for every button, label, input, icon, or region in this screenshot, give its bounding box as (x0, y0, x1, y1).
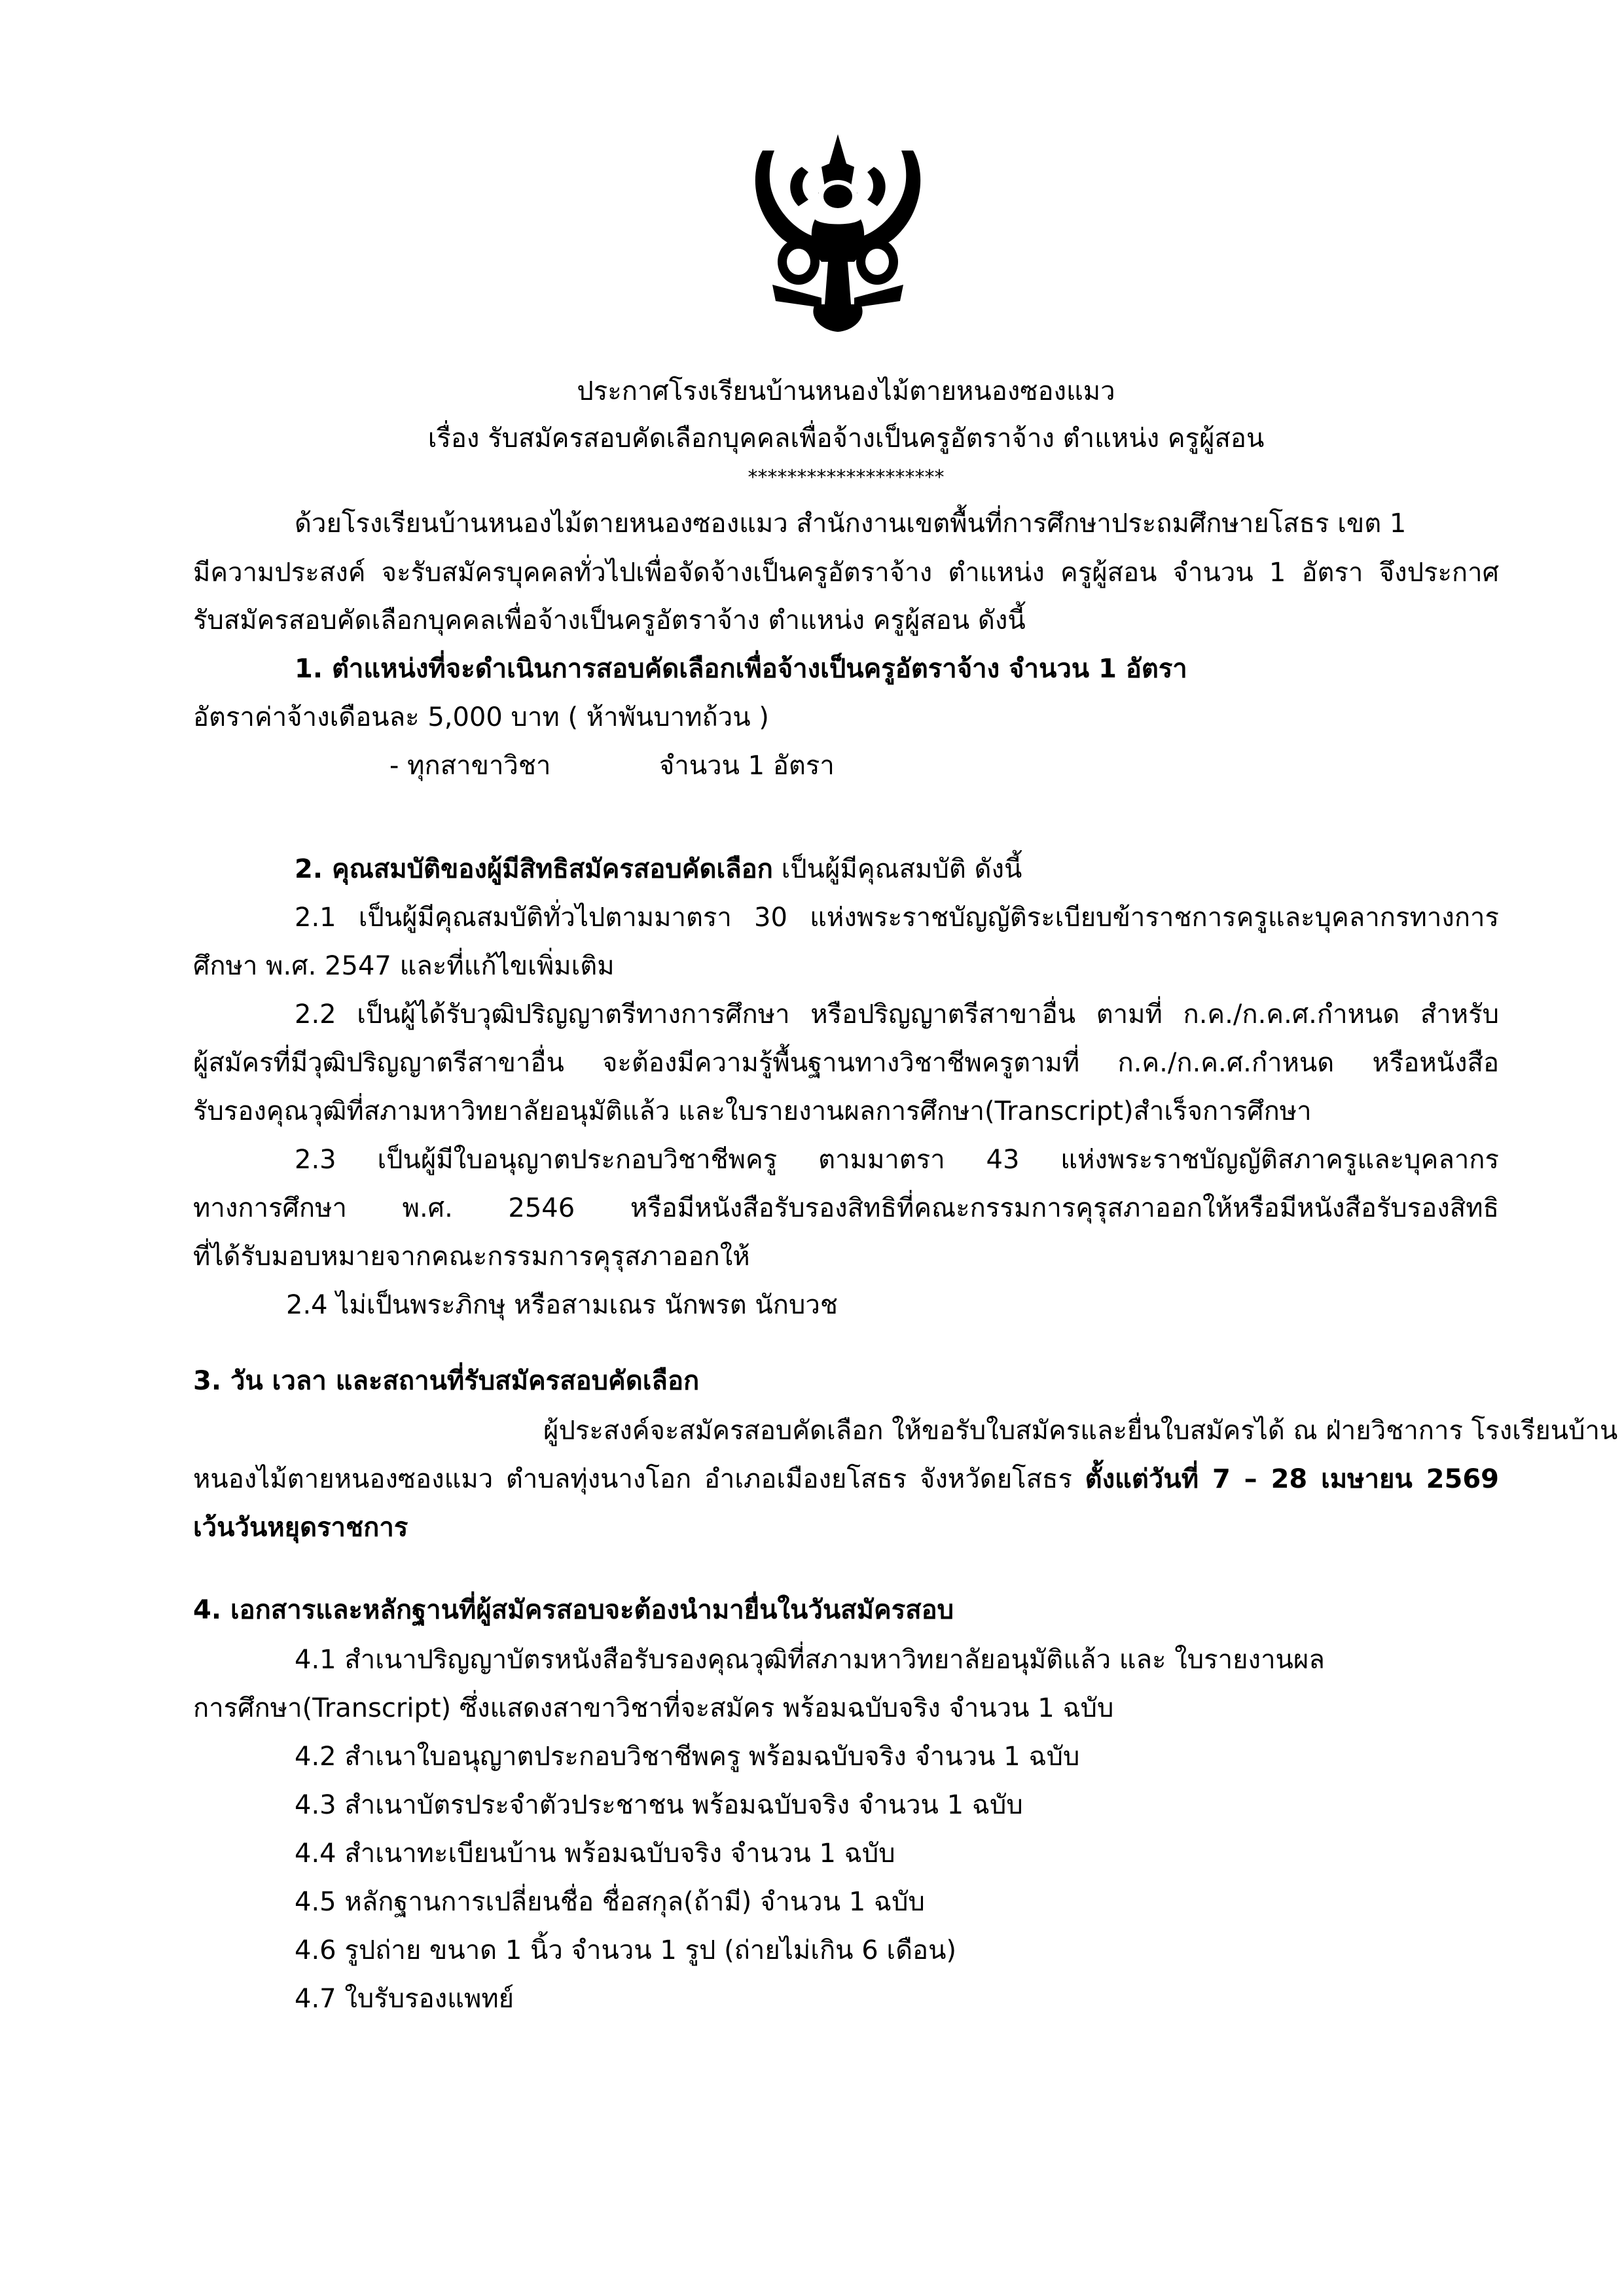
section-1-item (389, 746, 1624, 785)
item-4-6: 4.6 รูปถ่าย ขนาด 1 นิ้ว จำนวน 1 รูป (ถ่ายไม่เกิน 6 เดือน) (295, 1935, 957, 1965)
section-3-location: หนองไม้ตายหนองซองแมว ตำบลทุ่งนางโอก อำเภอเมืองยโสธร จังหวัดยโสธร (193, 1464, 1085, 1494)
item-4-3: 4.3 สำเนาบัตรประจำตัวประชาชน พร้อมฉบับจริง จำนวน 1 ฉบับ (295, 1790, 1023, 1820)
section-4-heading: 4. เอกสารและหลักฐานที่ผู้สมัครสอบจะต้องนำมายื่นในวันสมัครสอบ (193, 1595, 954, 1625)
item-2-2-line-1: 2.2 เป็นผู้ได้รับวุฒิปริญญาตรีทางการศึกษา หรือปริญญาตรีสาขาอื่น ตามที่ ก.ค./ก.ค.ศ.กำหนด สำหรับ (295, 999, 1499, 1030)
section-1-heading: 1. ตำแหน่งที่จะดำเนินการสอบคัดเลือกเพื่อจ้างเป็นครูอัตราจ้าง จำนวน 1 อัตรา (295, 654, 1187, 684)
section-2-heading (295, 850, 1499, 889)
item-4-4: 4.4 สำเนาทะเบียนบ้าน พร้อมฉบับจริง จำนวน 1 ฉบับ (295, 1839, 895, 1869)
item-2-2-line-2: ผู้สมัครที่มีวุฒิปริญญาตรีสาขาอื่น จะต้องมีความรู้พื้นฐานทางวิชาชีพครูตามที่ ก.ค./ก.ค.ศ.กำหนด หรือหนังสือ (193, 1048, 1499, 1078)
section-1-salary: อัตราค่าจ้างเดือนละ 5,000 บาท ( ห้าพันบาทถ้วน ) (193, 702, 769, 732)
item-2-3-line-1: 2.3 เป็นผู้มีใบอนุญาตประกอบวิชาชีพครู ตามมาตรา 43 แห่งพระราชบัญญัติสภาครูและบุคลากร (295, 1145, 1499, 1175)
item-2-2-line-3: รับรองคุณวุฒิที่สภามหาวิทยาลัยอนุมัติแล้ว และใบรายงานผลการศึกษา(Transcript)สำเร็จการศึกษา (193, 1096, 1312, 1126)
intro-line-2: มีความประสงค์ จะรับสมัครบุคคลทั่วไปเพื่อจัดจ้างเป็นครูอัตราจ้าง ตำแหน่ง ครูผู้สอน จำนวน 1 อัตรา จึงประกาศ (193, 558, 1499, 588)
section-2-heading-bold: 2. คุณสมบัติของผู้มีสิทธิสมัครสอบคัดเลือก (295, 854, 773, 884)
intro-line-1: ด้วยโรงเรียนบ้านหนองไม้ตายหนองซองแมว สำนักงานเขตพื้นที่การศึกษาประถมศึกษายโสธร เขต 1 (295, 509, 1407, 539)
item-4-7: 4.7 ใบรับรองแพทย์ (295, 1984, 514, 2014)
item-4-1-line-2: การศึกษา(Transcript) ซึ่งแสดงสาขาวิชาที่จะสมัคร พร้อมฉบับจริง จำนวน 1 ฉบับ (193, 1693, 1114, 1723)
item-2-1-line-1: 2.1 เป็นผู้มีคุณสมบัติทั่วไปตามมาตรา 30 แห่งพระราชบัญญัติระเบียบข้าราชการครูและบุคลากรทางการ (295, 903, 1499, 933)
item-2-3-line-3: ที่ได้รับมอบหมายจากคณะกรรมการคุรุสภาออกให้ (193, 1242, 750, 1272)
item-2-1-line-2: ศึกษา พ.ศ. 2547 และที่แก้ไขเพิ่มเติม (193, 951, 615, 981)
title-separator: ******************** (748, 466, 945, 489)
announcement-subject: เรื่อง รับสมัครสอบคัดเลือกบุคคลเพื่อจ้างเป็นครูอัตราจ้าง ตำแหน่ง ครูผู้สอน (427, 423, 1265, 454)
item-4-1-line-1: 4.1 สำเนาปริญญาบัตรหนังสือรับรองคุณวุฒิที่สภามหาวิทยาลัยอนุมัติแล้ว และ ใบรายงานผล (295, 1645, 1325, 1675)
section-3-heading: 3. วัน เวลา และสถานที่รับสมัครสอบคัดเลือก (193, 1366, 700, 1396)
item-2-4: 2.4 ไม่เป็นพระภิกษุ หรือสามเณร นักพรต นักบวช (286, 1290, 838, 1320)
section-3-line-1: ผู้ประสงค์จะสมัครสอบคัดเลือก ให้ขอรับใบสมัครและยื่นใบสมัครได้ ณ ฝ่ายวิชาการ โรงเรียนบ้าน (543, 1416, 1618, 1446)
section-1-item-count: จำนวน 1 อัตรา (659, 751, 835, 781)
section-1-item-subject: - ทุกสาขาวิชา (389, 751, 551, 781)
section-3-line-2 (193, 1460, 1499, 1499)
section-2-heading-rest: เป็นผู้มีคุณสมบัติ ดังนี้ (772, 854, 1022, 884)
item-2-3-line-2: ทางการศึกษา พ.ศ. 2546 หรือมีหนังสือรับรองสิทธิที่คณะกรรมการคุรุสภาออกให้หรือมีหนังสือรับรองสิทธิ (193, 1193, 1499, 1223)
section-3-line-3: เว้นวันหยุดราชการ (193, 1513, 408, 1543)
garuda-emblem-icon (743, 121, 933, 334)
item-4-2: 4.2 สำเนาใบอนุญาตประกอบวิชาชีพครู พร้อมฉบับจริง จำนวน 1 ฉบับ (295, 1742, 1080, 1772)
intro-line-3: รับสมัครสอบคัดเลือกบุคคลเพื่อจ้างเป็นครูอัตราจ้าง ตำแหน่ง ครูผู้สอน ดังนี้ (193, 605, 1026, 636)
item-4-5: 4.5 หลักฐานการเปลี่ยนชื่อ ชื่อสกุล(ถ้ามี) จำนวน 1 ฉบับ (295, 1887, 925, 1917)
announcement-title: ประกาศโรงเรียนบ้านหนองไม้ตายหนองซองแมว (577, 376, 1115, 406)
section-3-dates: ตั้งแต่วันที่ 7 – 28 เมษายน 2569 (1085, 1464, 1499, 1494)
